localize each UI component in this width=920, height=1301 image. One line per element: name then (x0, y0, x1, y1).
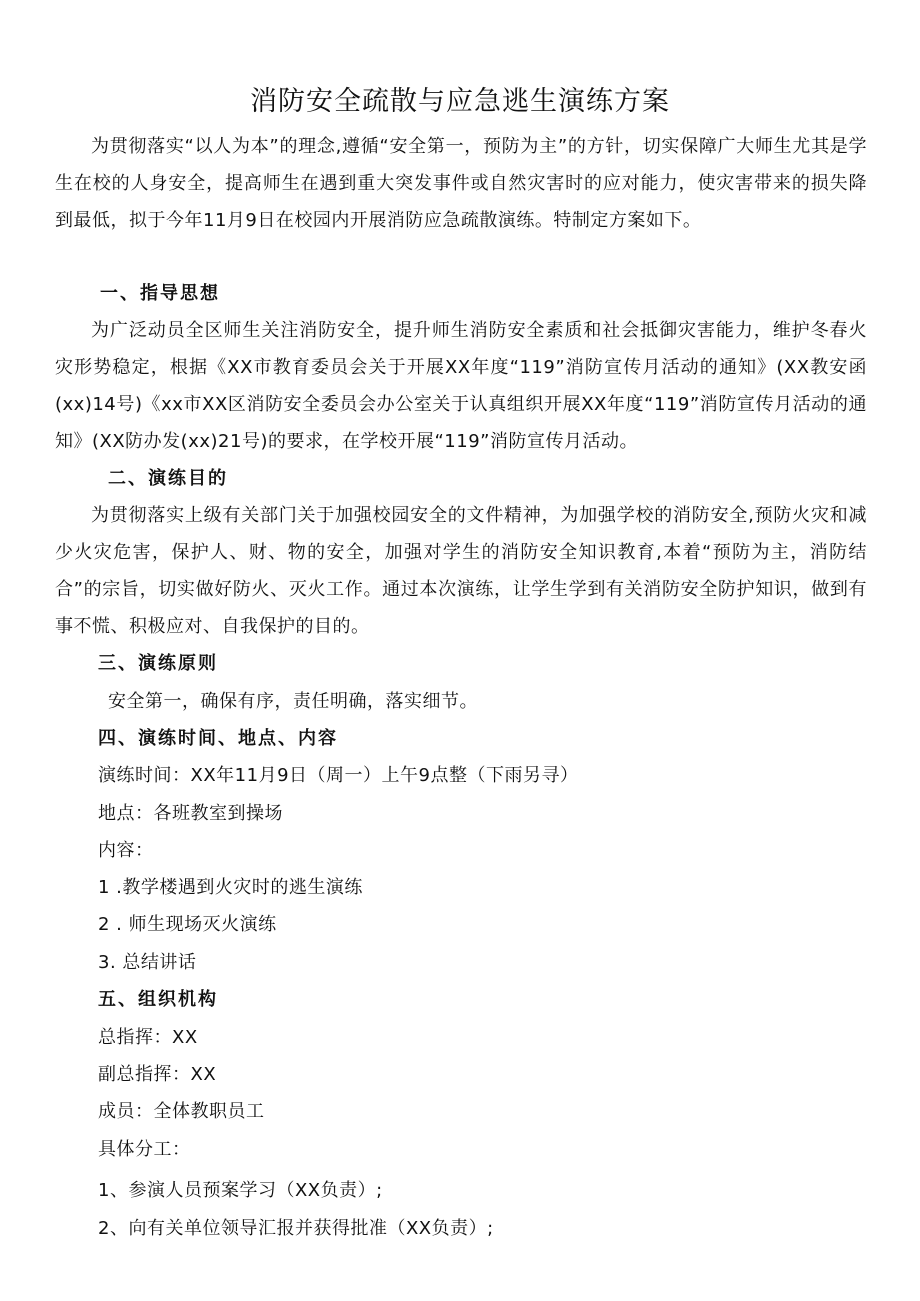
section-body-guiding-ideology: 为广泛动员全区师生关注消防安全，提升师生消防安全素质和社会抵御灾害能力，维护冬春火灾形势稳定，根据《XX市教育委员会关于开展XX年度“119”消防宣传月活动的通知》(XX教安函(xx)14号)《xx市XX区消防安全委员会办公室关于认真组织开展XX年度“119”消防宣传月活动的通知》(XX防办发(xx)21号)的要求，在学校开展“119”消防宣传月活动。 (55, 320, 867, 452)
section-heading-guiding-ideology: 一、指导思想 (100, 283, 220, 304)
section-heading-organization: 五、组织机构 (98, 989, 218, 1010)
division-label: 具体分工： (98, 1139, 191, 1160)
deputy-commander: 副总指挥：XX (98, 1064, 217, 1085)
drill-time: 演练时间：XX年11月9日（周一）上午9点整（下雨另寻） (98, 765, 579, 786)
commander: 总指挥：XX (98, 1027, 198, 1048)
section-heading-drill-principles: 三、演练原则 (98, 653, 218, 674)
members: 成员：全体教职员工 (98, 1101, 265, 1122)
content-item: 3. 总结讲话 (98, 952, 197, 973)
section-heading-drill-purpose: 二、演练目的 (108, 468, 228, 489)
task-item: 1、参演人员预案学习（XX负责）; (98, 1180, 383, 1201)
section-body-drill-purpose: 为贯彻落实上级有关部门关于加强校园安全的文件精神，为加强学校的消防安全,预防火灾和减少火灾危害，保护人、财、物的安全，加强对学生的消防安全知识教育,本着“预防为主，消防结合”的宗旨，切实做好防火、灭火工作。通过本次演练，让学生学到有关消防安全防护知识，做到有事不慌、积极应对、自我保护的目的。 (55, 505, 867, 637)
task-item: 2、向有关单位领导汇报并获得批准（XX负责）; (98, 1218, 494, 1239)
intro-paragraph: 为贯彻落实“以人为本”的理念,遵循“安全第一，预防为主”的方针，切实保障广大师生尤其是学生在校的人身安全，提高师生在遇到重大突发事件或自然灾害时的应对能力，使灾害带来的损失降到最低，拟于今年11月9日在校园内开展消防应急疏散演练。特制定方案如下。 (55, 136, 867, 231)
document-title: 消防安全疏散与应急逃生演练方案 (250, 86, 670, 117)
drill-content-label: 内容： (98, 840, 154, 861)
section-body-drill-principles: 安全第一，确保有序，责任明确，落实细节。 (108, 691, 478, 712)
section-heading-time-place-content: 四、演练时间、地点、内容 (98, 728, 338, 749)
drill-place: 地点：各班教室到操场 (98, 803, 283, 824)
content-item: 1 .教学楼遇到火灾时的逃生演练 (98, 877, 363, 898)
content-item: 2 . 师生现场灭火演练 (98, 914, 277, 935)
